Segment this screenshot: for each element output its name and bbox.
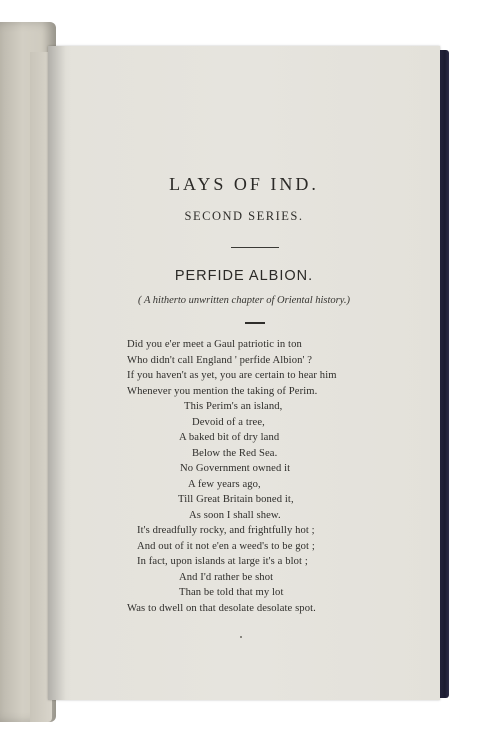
book-subtitle: SECOND SERIES. xyxy=(184,209,304,223)
verse-line: Devoid of a tree, xyxy=(192,416,265,428)
poem-subtitle: ( A hitherto unwritten chapter of Oriental history.) xyxy=(138,295,350,306)
title-divider xyxy=(231,247,279,248)
verse-line: This Perim's an island, xyxy=(184,401,283,412)
verse-line: And I'd rather be shot xyxy=(179,571,274,583)
gutter-shadow xyxy=(48,46,66,700)
poem-divider xyxy=(245,322,265,324)
verse-line: Did you e'er meet a Gaul patriotic in ton xyxy=(127,339,302,350)
poem-title: PERFIDE ALBION. xyxy=(174,268,314,284)
verse-line: As soon I shall shew. xyxy=(189,509,281,521)
verse-line: If you haven't as yet, you are certain to hear him xyxy=(127,370,337,381)
verse-line: It's dreadfully rocky, and frightfully hot ; xyxy=(137,525,315,536)
verse-line: A baked bit of dry land xyxy=(179,432,280,443)
book-page xyxy=(48,46,440,700)
verse-line: Who didn't call England ' perfide Albion' ? xyxy=(127,354,313,366)
verse-line: Was to dwell on that desolate desolate spot. xyxy=(127,602,316,614)
verse-line: And out of it not e'en a weed's to be got ; xyxy=(137,540,315,552)
verse-line: In fact, upon islands at large it's a blot ; xyxy=(137,556,308,567)
verse-line: No Government owned it xyxy=(180,463,291,474)
verse-line: Till Great Britain boned it, xyxy=(178,494,294,505)
verse-line: Below the Red Sea. xyxy=(192,447,278,459)
verse-line: A few years ago, xyxy=(188,478,261,490)
verse-line: Whenever you mention the taking of Perim. xyxy=(127,385,318,397)
page-mark xyxy=(240,636,242,638)
verse-line: Than be told that my lot xyxy=(179,587,284,598)
book-title: LAYS OF IND. xyxy=(169,174,319,194)
